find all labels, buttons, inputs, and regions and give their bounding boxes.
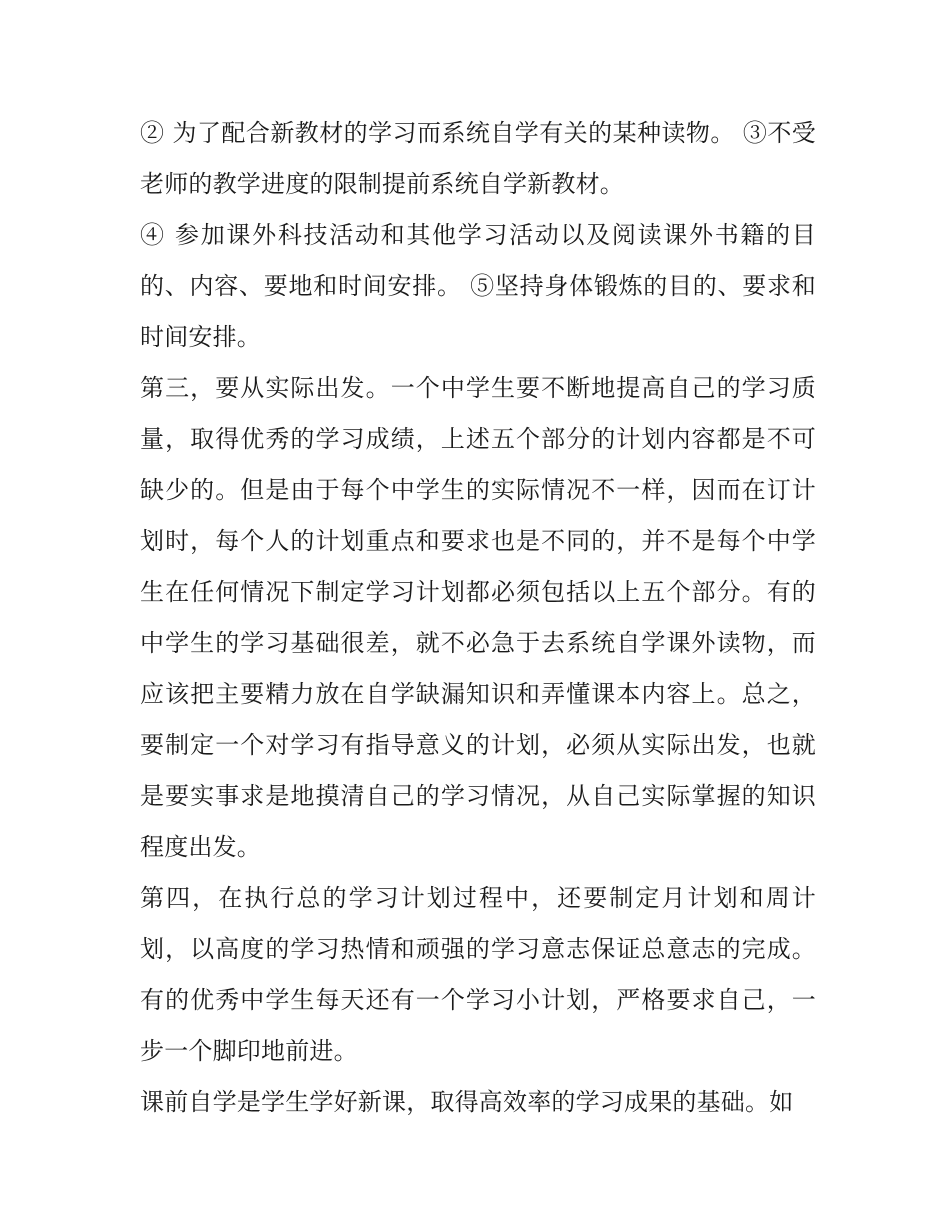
document-body [140, 108, 816, 1128]
paragraph-fourth-point: 第四，在执行总的学习计划过程中，还要制定月计划和周计划，以高度的学习热情和顽强的学习意志保证总意志的完成。有的优秀中学生每天还有一个学习小计划，严格要求自己，一步一个脚印地前进。 [140, 884, 816, 1065]
paragraph-self-study-items: ② 为了配合新教材的学习而系统自学有关的某种读物。 ③不受老师的教学进度的限制提前系统自学新教材。 [140, 119, 816, 198]
paragraph-pre-class-study: 课前自学是学生学好新课，取得高效率的学习成果的基础。如 [140, 1088, 794, 1116]
paragraph-third-point: 第三，要从实际出发。一个中学生要不断地提高自己的学习质量，取得优秀的学习成绩，上述五个部分的计划内容都是不可缺少的。但是由于每个中学生的实际情况不一样，因而在订计划时，每个人的计划重点和要求也是不同的，并不是每个中学生在任何情况下制定学习计划都必须包括以上五个部分。有的中学生的学习基础很差，就不必急于去系统自学课外读物，而应该把主要精力放在自学缺漏知识和弄懂课本内容上。总之，要制定一个对学习有指导意义的计划，必须从实际出发，也就是要实事求是地摸清自己的学习情况，从自己实际掌握的知识程度出发。 [140, 374, 816, 861]
paragraph-activities-and-exercise: ④ 参加课外科技活动和其他学习活动以及阅读课外书籍的目的、内容、要地和时间安排。 ⑤坚持身体锻炼的目的、要求和时间安排。 [140, 221, 816, 351]
